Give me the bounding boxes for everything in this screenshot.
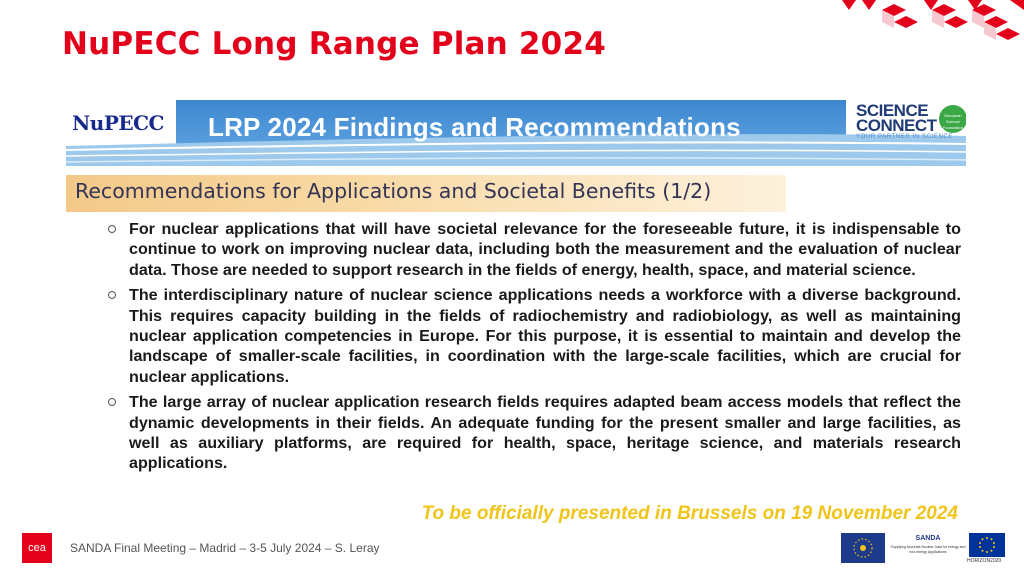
esf-badge: European Science Foundation	[939, 105, 966, 133]
bullet-text: The interdisciplinary nature of nuclear science applications needs a workforce with a diverse background. This requires capacity building in the fields of radiochemistry and radiobiology, as well as maintaining nuclear application competencies in Europe. For this purpose, it is essential to maintain and develop the landscape of smaller-scale facilities, in coordination with the large-scale facilities, which are crucial for nuclear applications.	[129, 286, 961, 386]
sanda-emblem-icon	[841, 533, 885, 563]
nupecc-logo: NuPECC	[72, 111, 164, 135]
science-connect-tagline: YOUR PARTNER IN SCIENCE	[856, 134, 953, 140]
footer-text: SANDA Final Meeting – Madrid – 3-5 July 2024 – S. Leray	[70, 541, 380, 555]
science-connect-line2: CONNECT	[856, 116, 937, 135]
bullet-text: The large array of nuclear application research fields requires adapted beam access models that reflect the dynamic developments in their fields. An adequate funding for the present smaller and large facilities, as well as auxiliary platforms, are required for health, space, heritage science, and materials research applications.	[129, 393, 961, 473]
sanda-name: SANDA	[915, 535, 941, 542]
slide-title: NuPECC Long Range Plan 2024	[62, 26, 606, 62]
list-item	[105, 219, 961, 280]
presentation-note: To be officially presented in Brussels on 19 November 2024	[421, 503, 958, 524]
section-header-text: Recommendations for Applications and Societal Benefits (1/2)	[75, 179, 712, 203]
sanda-logo	[841, 533, 967, 563]
science-connect-logo	[856, 102, 966, 144]
banner-title: LRP 2024 Findings and Recommendations	[208, 112, 741, 142]
cea-logo: cea	[22, 533, 52, 563]
banner	[66, 100, 966, 170]
sanda-subtitle: Supplying Accurate Nuclear Data for energy and non-energy Applications	[890, 545, 966, 554]
circle-bullet-icon	[108, 225, 116, 233]
bullet-list	[105, 219, 961, 479]
circle-bullet-icon	[108, 291, 116, 299]
circle-bullet-icon	[108, 398, 116, 406]
bullet-text: For nuclear applications that will have societal relevance for the foreseeable future, it is indispensable to continue to work on improving nuclear data, including both the measurement and the evaluation of nuclear data. Those are needed to support research in the fields of energy, health, space, and material science.	[129, 220, 961, 279]
list-item	[105, 285, 961, 387]
cube-pattern-decoration	[834, 0, 1024, 52]
eu-flag-icon	[969, 533, 1005, 557]
science-connect-line1: SCIENCE	[856, 101, 929, 120]
horizon2020-label: HORIZON2020	[967, 558, 1002, 564]
list-item	[105, 392, 961, 474]
section-header	[66, 175, 786, 212]
